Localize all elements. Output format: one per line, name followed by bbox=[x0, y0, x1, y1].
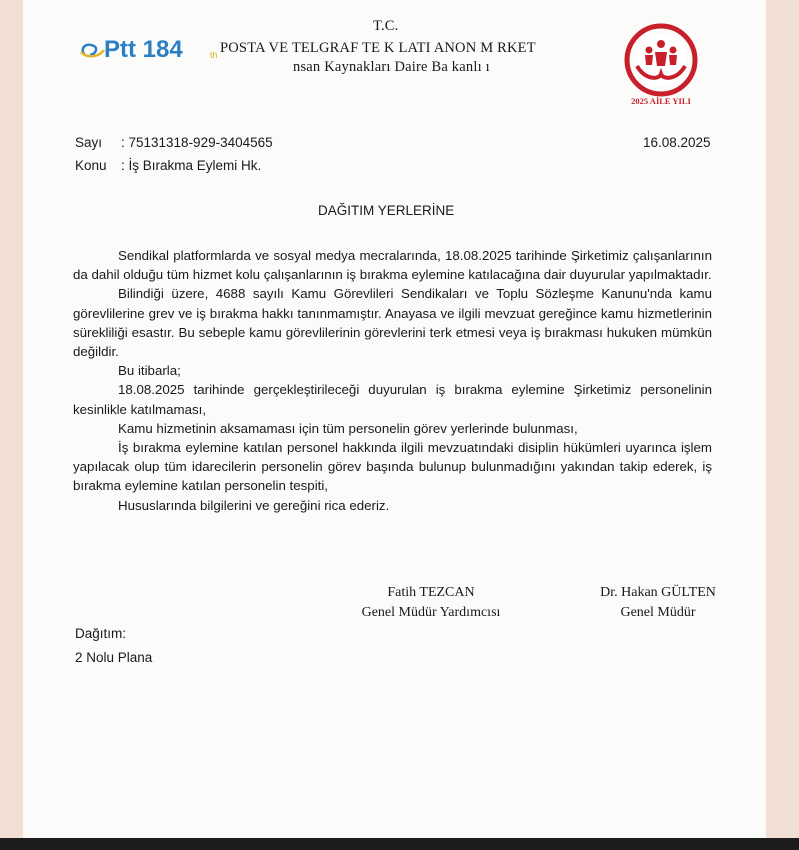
ptt-logo-text: Ptt 184 bbox=[104, 36, 183, 63]
signatory-name: Dr. Hakan GÜLTEN bbox=[600, 585, 716, 600]
header-company: POSTA VE TELGRAF TE K LATI ANON M RKET bbox=[220, 40, 536, 56]
signature-block-general-manager bbox=[578, 583, 738, 623]
header-tc: T.C. bbox=[373, 18, 399, 34]
signatory-name: Fatih TEZCAN bbox=[387, 585, 475, 600]
family-emblem-icon bbox=[611, 22, 711, 102]
paragraph: 18.08.2025 tarihinde gerçekleştirileceği duyurulan iş bırakma eylemine Şirketimiz personelinin kesinlikle katılmaması, bbox=[73, 382, 712, 417]
konu-label: Konu bbox=[75, 158, 107, 173]
paragraph: Bilindiği üzere, 4688 sayılı Kamu Görevlileri Sendikaları ve Toplu Sözleşme Kanunu'nda kamu görevlilerine grev ve iş bırakma hakkı tanınmamıştır. Anayasa ve ilgili mevzuat gereğince kamu hizmetlerinin sürekliliği esastır. Bu sebeple kamu görevlilerinin görevlerini terk etmesi veya iş bırakması hukuken mümkün değildir. bbox=[73, 286, 712, 360]
distribution-label: Dağıtım: bbox=[75, 626, 127, 641]
sayi-value: : 75131318-929-3404565 bbox=[121, 135, 273, 150]
signatory-title: Genel Müdür Yardımcısı bbox=[361, 605, 501, 620]
ptt-logo bbox=[78, 34, 238, 66]
paragraph: İş bırakma eylemine katılan personel hakkında ilgili mevzuatındaki disiplin hükümleri uyarınca işlem yapılacak olup tüm idarecilerin personelin görev başında bulunup bulunmadığını yakından takip ederek, iş bırakma eylemine katılan personelin tespiti, bbox=[73, 440, 712, 494]
paragraph: Sendikal platformlarda ve sosyal medya mecralarında, 18.08.2025 tarihinde Şirketimiz çalışanlarının da dahil olduğu tüm hizmet kolu çalışanlarının iş bırakma eylemine katılacağına dair duyurular yapılmaktadır. bbox=[73, 248, 712, 283]
paragraph: Hususlarında bilgilerini ve gereğini rica ederiz. bbox=[118, 497, 390, 513]
ptt-logo-suffix: th bbox=[210, 50, 218, 60]
bottom-bar bbox=[0, 838, 799, 850]
left-frame bbox=[0, 0, 23, 838]
aile-yili-logo bbox=[611, 22, 711, 112]
signatory-title: Genel Müdür bbox=[620, 605, 696, 620]
paragraph: Kamu hizmetinin aksamaması için tüm personelin görev yerlerinde bulunması, bbox=[118, 420, 578, 436]
document-body bbox=[73, 246, 712, 515]
paragraph: Bu itibarla; bbox=[118, 363, 181, 379]
distribution-value: 2 Nolu Plana bbox=[75, 650, 153, 665]
aile-yili-caption: 2025 AİLE YILI bbox=[631, 96, 691, 106]
signature-block-deputy bbox=[341, 583, 521, 623]
right-frame bbox=[766, 0, 799, 838]
konu-value: : İş Bırakma Eylemi Hk. bbox=[121, 158, 262, 173]
header-department: nsan Kaynakları Daire Ba kanlı ı bbox=[293, 59, 490, 75]
document-title: DAĞITIM YERLERİNE bbox=[318, 203, 455, 218]
document-page bbox=[23, 0, 766, 838]
document-date: 16.08.2025 bbox=[643, 135, 711, 150]
sayi-label: Sayı bbox=[75, 135, 103, 150]
